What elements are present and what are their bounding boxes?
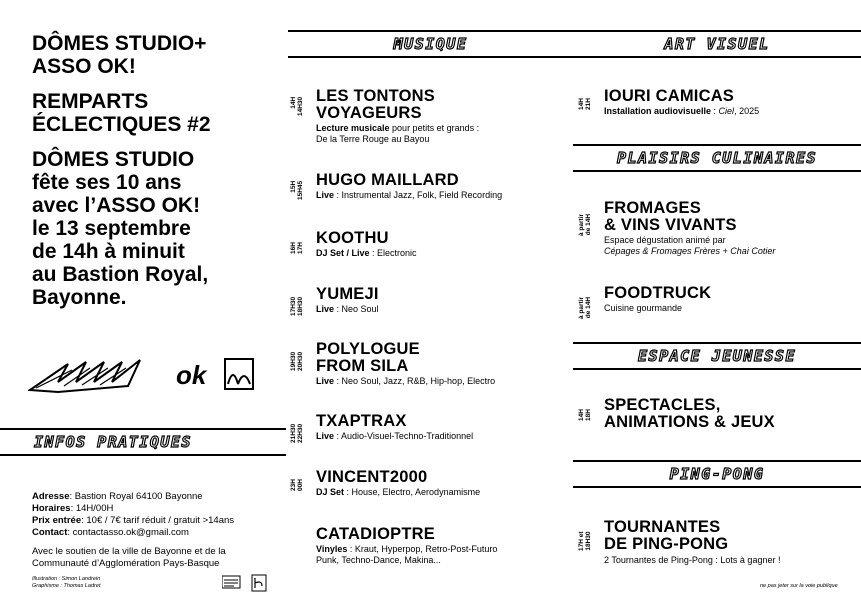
event-time: à partir de 14H	[578, 213, 592, 236]
title-line: fête ses 10 ans	[32, 171, 182, 194]
title-line: REMPARTS	[32, 90, 149, 113]
sponsor-logo-icon	[222, 574, 272, 592]
section-title: ART VISUEL	[664, 35, 770, 53]
event-desc: Cuisine gourmande	[604, 303, 683, 313]
event-name: FROMAGES & VINS VIVANTS	[604, 199, 737, 234]
event-name: VINCENT2000	[316, 468, 428, 486]
event-time: 19H30 20H30	[290, 351, 304, 371]
event-time: à partir de 14H	[578, 296, 592, 319]
hours-row: Horaires: 14H/00H	[32, 503, 114, 514]
event-time: 16H 17H	[290, 242, 304, 254]
event-desc: Live : Neo Soul, Jazz, R&B, Hip-hop, Electro	[316, 376, 496, 386]
event-name: CATADIOPTRE	[316, 525, 435, 543]
infos-pratiques-header	[0, 428, 286, 456]
title-line: avec l’ASSO OK!	[32, 194, 201, 217]
event-desc: DJ Set / Live : Electronic	[316, 248, 417, 258]
title-line: au Bastion Royal,	[32, 263, 209, 286]
section-title: MUSIQUE	[393, 35, 468, 53]
title-line: de 14h à minuit	[32, 240, 185, 263]
support-text: Avec le soutien de la ville de Bayonne et de la Communauté d’Agglomération Pays-Basque	[32, 546, 226, 569]
title-line: DÔMES STUDIO	[32, 148, 195, 171]
event-name: HUGO MAILLARD	[316, 171, 459, 189]
event-name: FOODTRUCK	[604, 284, 712, 302]
event-time: 23H 00H	[290, 479, 304, 491]
section-title: ESPACE JEUNESSE	[638, 347, 796, 365]
event-name: SPECTACLES, ANIMATIONS & JEUX	[604, 396, 775, 431]
title-line: le 13 septembre	[32, 217, 191, 240]
event-desc: Live : Audio-Visuel-Techno-Traditionnel	[316, 431, 474, 441]
event-desc: Installation audiovisuelle : Ciel, 2025	[604, 106, 760, 116]
musique-header	[288, 30, 573, 58]
event-time: 21H30 22H30	[290, 423, 304, 443]
plaisirs-culinaires-header	[573, 144, 861, 172]
price-row: Prix entrée: 10€ / 7€ tarif réduit / gratuit >14ans	[32, 515, 235, 526]
espace-jeunesse-header	[573, 342, 861, 370]
event-desc: 2 Tournantes de Ping-Pong : Lots à gagner !	[604, 555, 781, 565]
art-visuel-header	[573, 30, 861, 58]
ok-logo: ok	[176, 360, 207, 390]
event-desc: Espace dégustation animé par Cépages & Fromages Frères + Chai Cotier	[604, 235, 776, 256]
event-desc: DJ Set : House, Electro, Aerodynamisme	[316, 487, 481, 497]
title-line: ASSO OK!	[32, 55, 136, 78]
event-time: 14H 18H	[578, 409, 592, 421]
section-title: PLAISIRS CULINAIRES	[616, 149, 818, 167]
partner-logos	[28, 352, 258, 396]
event-name: TOURNANTES DE PING-PONG	[604, 518, 729, 553]
event-desc: Vinyles : Kraut, Hyperpop, Retro-Post-Futuro Punk, Techno-Dance, Makina...	[316, 544, 498, 565]
title-line: DÔMES STUDIO+	[32, 32, 207, 55]
event-desc: Live : Instrumental Jazz, Folk, Field Recording	[316, 190, 503, 200]
event-desc: Live : Neo Soul	[316, 304, 379, 314]
practical-info	[32, 491, 282, 539]
event-name: LES TONTONS VOYAGEURS	[316, 87, 435, 122]
event-name: POLYLOGUE FROM SILA	[316, 340, 420, 375]
section-title: PING-PONG	[669, 465, 765, 483]
event-name: TXAPTRAX	[316, 412, 407, 430]
event-time: 15H 15H45	[290, 180, 304, 200]
event-title	[32, 32, 282, 309]
event-time: 14H 14H30	[290, 96, 304, 116]
sponsor-logos	[222, 574, 272, 592]
footer-note: ne pas jeter sur la voie publique	[760, 583, 838, 589]
title-line: Bayonne.	[32, 286, 127, 309]
event-name: KOOTHU	[316, 229, 389, 247]
event-name: IOURI CAMICAS	[604, 87, 735, 105]
event-time: 17H et 18H30	[578, 531, 592, 551]
event-desc: Lecture musicale pour petits et grands : De la Terre Rouge au Bayou	[316, 123, 480, 144]
contact-row: Contact: contactasso.ok@gmail.com	[32, 527, 189, 538]
title-line: ÉCLECTIQUES #2	[32, 113, 211, 136]
credits: Illustration : Simon Landrein Graphisme : Thomas Ladret	[32, 576, 101, 589]
section-title: INFOS PRATIQUES	[34, 433, 192, 451]
ping-pong-header	[573, 460, 861, 488]
event-time: 17H30 18H30	[290, 296, 304, 316]
event-time: 14H 21H	[578, 98, 592, 110]
event-name: YUMEJI	[316, 285, 379, 303]
address-row: Adresse: Bastion Royal 64100 Bayonne	[32, 491, 203, 502]
domes-logo-icon	[224, 358, 254, 390]
